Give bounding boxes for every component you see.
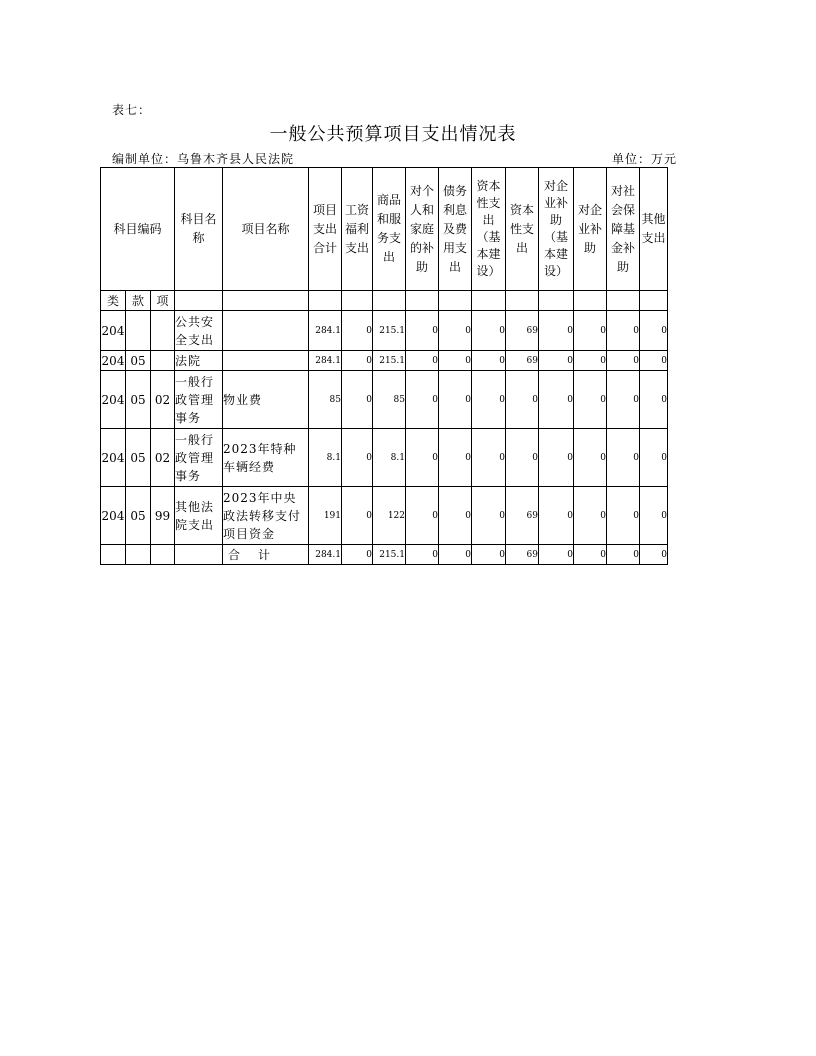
amount-cell: 0 [406,429,439,487]
subheader-row [101,291,668,311]
amount-cell: 69 [506,311,539,351]
page-title: 一般公共预算项目支出情况表 [269,124,517,145]
total-value: 0 [439,545,472,565]
amount-cell: 0 [472,429,506,487]
amount-cell: 0 [342,371,373,429]
amount-cell: 0 [539,429,574,487]
table-row [101,429,668,487]
amount-cell: 8.1 [373,429,406,487]
amount-cell: 0 [439,429,472,487]
amount-cell: 0 [472,487,506,545]
subheader-kuan: 款 [126,291,151,311]
code-kuan: 05 [126,371,151,429]
table-row [101,351,668,371]
code-kuan: 05 [126,487,151,545]
project-name [223,311,309,351]
amount-cell: 0 [640,351,668,371]
project-name: 物业费 [223,371,309,429]
amount-cell: 0 [472,351,506,371]
amount-cell: 69 [506,351,539,371]
amount-cell: 0 [439,487,472,545]
amount-cell: 0 [406,311,439,351]
total-value: 0 [342,545,373,565]
amount-cell: 0 [539,371,574,429]
amount-cell: 215.1 [373,351,406,371]
amount-cell: 0 [539,351,574,371]
header-salary: 工资福利支出 [342,168,373,291]
subheader-xiang: 项 [151,291,175,311]
amount-cell: 284.1 [309,311,342,351]
amount-cell: 0 [472,311,506,351]
total-value: 0 [574,545,607,565]
amount-cell: 0 [342,311,373,351]
header-total: 项目支出合计 [309,168,342,291]
amount-cell: 0 [342,429,373,487]
amount-cell: 122 [373,487,406,545]
header-enterprise-build: 对企业补助（基本建设） [539,168,574,291]
amount-cell: 0 [539,487,574,545]
code-kuan [126,311,151,351]
header-social: 对社会保障基金补助 [607,168,640,291]
amount-cell: 0 [574,371,607,429]
amount-cell: 0 [640,429,668,487]
amount-cell: 85 [309,371,342,429]
code-xiang: 02 [151,429,175,487]
code-xiang: 99 [151,487,175,545]
header-row [101,168,668,291]
subject-name: 一般行政管理事务 [175,429,223,487]
subject-name: 法院 [175,351,223,371]
code-xiang: 02 [151,371,175,429]
amount-cell: 0 [439,371,472,429]
header-code: 科目编码 [101,168,175,291]
project-name: 2023年特种车辆经费 [223,429,309,487]
code-lei: 204 [101,311,126,351]
total-value: 284.1 [309,545,342,565]
header-enterprise: 对企业补助 [574,168,607,291]
amount-cell: 215.1 [373,311,406,351]
header-debt: 债务利息及费用支出 [439,168,472,291]
table-row [101,487,668,545]
amount-cell: 0 [574,351,607,371]
code-xiang [151,351,175,371]
total-value: 0 [607,545,640,565]
total-value: 215.1 [373,545,406,565]
header-individual: 对个人和家庭的补助 [406,168,439,291]
amount-cell: 0 [607,371,640,429]
subject-name: 其他法院支出 [175,487,223,545]
amount-cell: 0 [406,487,439,545]
amount-cell: 0 [640,371,668,429]
amount-cell: 0 [574,429,607,487]
amount-cell: 0 [539,311,574,351]
compiling-unit-label: 编制单位：乌鲁木齐县人民法院 [112,152,295,166]
project-name: 2023年中央政法转移支付项目资金 [223,487,309,545]
table-row [101,311,668,351]
amount-cell: 0 [342,487,373,545]
code-lei: 204 [101,371,126,429]
subject-name: 公共安全支出 [175,311,223,351]
amount-cell: 0 [342,351,373,371]
header-capital-build: 资本性支出（基本建设） [472,168,506,291]
amount-cell: 0 [640,487,668,545]
table-row [101,371,668,429]
amount-cell: 0 [574,311,607,351]
code-kuan: 05 [126,351,151,371]
amount-cell: 0 [607,311,640,351]
total-value: 0 [472,545,506,565]
amount-cell: 0 [607,487,640,545]
amount-cell: 8.1 [309,429,342,487]
amount-cell: 0 [574,487,607,545]
currency-unit-label: 单位：万元 [612,152,678,166]
code-kuan: 05 [126,429,151,487]
total-value: 0 [539,545,574,565]
code-lei: 204 [101,351,126,371]
header-goods: 商品和服务支出 [373,168,406,291]
total-row [101,545,668,565]
amount-cell: 284.1 [309,351,342,371]
header-project: 项目名称 [223,168,309,291]
amount-cell: 0 [406,371,439,429]
amount-cell: 0 [607,351,640,371]
amount-cell: 0 [506,429,539,487]
amount-cell: 0 [439,311,472,351]
amount-cell: 191 [309,487,342,545]
total-value: 0 [640,545,668,565]
amount-cell: 0 [439,351,472,371]
code-lei: 204 [101,487,126,545]
header-capital: 资本性支出 [506,168,539,291]
amount-cell: 0 [472,371,506,429]
amount-cell: 85 [373,371,406,429]
header-subject: 科目名称 [175,168,223,291]
project-name [223,351,309,371]
amount-cell: 0 [640,311,668,351]
subject-name: 一般行政管理事务 [175,371,223,429]
header-other: 其他支出 [640,168,668,291]
code-xiang [151,311,175,351]
total-value: 69 [506,545,539,565]
total-value: 0 [406,545,439,565]
amount-cell: 0 [406,351,439,371]
table-number-label: 表七： [112,103,152,117]
budget-table [100,167,668,565]
amount-cell: 0 [607,429,640,487]
amount-cell: 0 [506,371,539,429]
amount-cell: 69 [506,487,539,545]
code-lei: 204 [101,429,126,487]
subheader-lei: 类 [101,291,126,311]
total-label: 合 计 [223,545,309,565]
